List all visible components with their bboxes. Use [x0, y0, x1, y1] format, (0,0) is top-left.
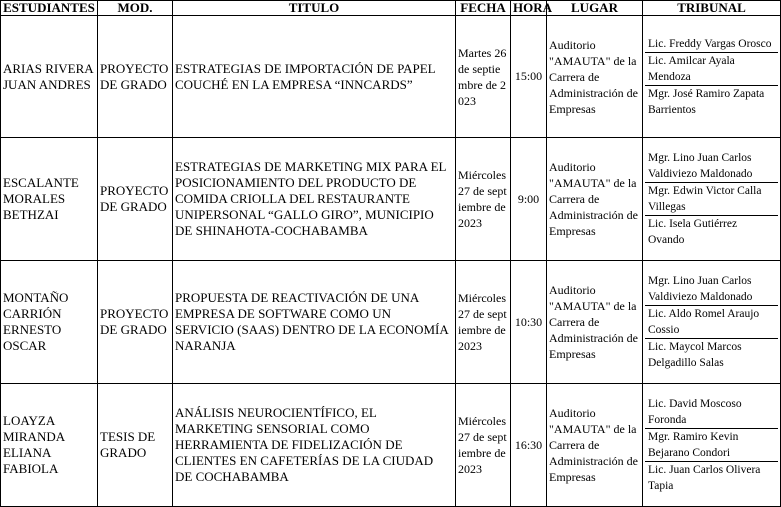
student-name: MONTAÑO CARRIÓN ERNESTO OSCAR	[1, 261, 98, 384]
tribunal-cell	[643, 384, 781, 507]
tribunal-member: Lic. Aldo Romel Araujo Cossio	[645, 305, 778, 338]
defense-location: Auditorio "AMAUTA" de la Carrera de Administración de Empresas	[547, 384, 643, 507]
tribunal-member: Lic. Isela Gutiérrez Ovando	[645, 215, 778, 248]
header-lugar: LUGAR	[547, 1, 643, 16]
defense-location: Auditorio "AMAUTA" de la Carrera de Administración de Empresas	[547, 138, 643, 261]
thesis-title: ESTRATEGIAS DE MARKETING MIX PARA EL POSICIONAMIENTO DEL PRODUCTO DE COMIDA CRIOLLA DEL RESTAURANTE UNIPERSONAL “GALLO GIRO”, MUNICIPIO DE SHINAHOTA-COCHABAMBA	[173, 138, 456, 261]
defense-time: 10:30	[511, 261, 547, 384]
header-tribunal: TRIBUNAL	[643, 1, 781, 16]
defense-date: Miércoles 27 de septiembre de 2023	[456, 384, 511, 507]
tribunal-member: Lic. Juan Carlos Olivera Tapia	[645, 461, 778, 494]
thesis-title: ESTRATEGIAS DE IMPORTACIÓN DE PAPEL COUCHÉ EN LA EMPRESA “INNCARDS”	[173, 16, 456, 138]
modality: TESIS DE GRADO	[98, 384, 173, 507]
tribunal-member: Mgr. Edwin Victor Calla Villegas	[645, 182, 778, 215]
tribunal-member: Mgr. Ramiro Kevin Bejarano Condori	[645, 428, 778, 461]
defense-date: Miércoles 27 de septiembre de 2023	[456, 261, 511, 384]
tribunal-member: Lic. David Moscoso Foronda	[648, 398, 742, 426]
tribunal-cell	[643, 261, 781, 384]
student-name: LOAYZA MIRANDA ELIANA FABIOLA	[1, 384, 98, 507]
header-hora: HORA	[511, 1, 547, 16]
student-name: ARIAS RIVERA JUAN ANDRES	[1, 16, 98, 138]
table-row	[1, 261, 781, 384]
defense-time: 9:00	[511, 138, 547, 261]
header-mod: MOD.	[98, 1, 173, 16]
header-titulo: TITULO	[173, 1, 456, 16]
tribunal-cell	[643, 16, 781, 138]
defense-time: 16:30	[511, 384, 547, 507]
thesis-title: PROPUESTA DE REACTIVACIÓN DE UNA EMPRESA DE SOFTWARE COMO UN SERVICIO (SAAS) DENTRO DE LA ECONOMÍA NARANJA	[173, 261, 456, 384]
header-row	[1, 1, 781, 16]
tribunal-cell	[643, 138, 781, 261]
tribunal-member: Mgr. José Ramiro Zapata Barrientos	[645, 85, 778, 118]
modality: PROYECTO DE GRADO	[98, 16, 173, 138]
tribunal-member: Lic. Amilcar Ayala Mendoza	[645, 52, 778, 85]
header-estudiantes: ESTUDIANTES	[1, 1, 98, 16]
modality: PROYECTO DE GRADO	[98, 261, 173, 384]
table-row	[1, 138, 781, 261]
table-row	[1, 16, 781, 138]
tribunal-member: Lic. Freddy Vargas Orosco	[648, 37, 772, 50]
table-row	[1, 384, 781, 507]
defense-time: 15:00	[511, 16, 547, 138]
header-fecha: FECHA	[456, 1, 511, 16]
defense-date: Martes 26 de septiembre de 2023	[456, 16, 511, 138]
modality: PROYECTO DE GRADO	[98, 138, 173, 261]
tribunal-member: Mgr. Lino Juan Carlos Valdiviezo Maldonado	[648, 275, 753, 303]
student-name: ESCALANTE MORALES BETHZAI	[1, 138, 98, 261]
defense-location: Auditorio "AMAUTA" de la Carrera de Administración de Empresas	[547, 261, 643, 384]
tribunal-member: Lic. Maycol Marcos Delgadillo Salas	[645, 338, 778, 371]
tribunal-member: Mgr. Lino Juan Carlos Valdiviezo Maldonado	[648, 152, 753, 180]
defense-date: Miércoles 27 de septiembre de 2023	[456, 138, 511, 261]
defense-location: Auditorio "AMAUTA" de la Carrera de Administración de Empresas	[547, 16, 643, 138]
thesis-title: ANÁLISIS NEUROCIENTÍFICO, EL MARKETING SENSORIAL COMO HERRAMIENTA DE FIDELIZACIÓN DE CLIENTES EN CAFETERÍAS DE LA CIUDAD DE COCHABAMBA	[173, 384, 456, 507]
